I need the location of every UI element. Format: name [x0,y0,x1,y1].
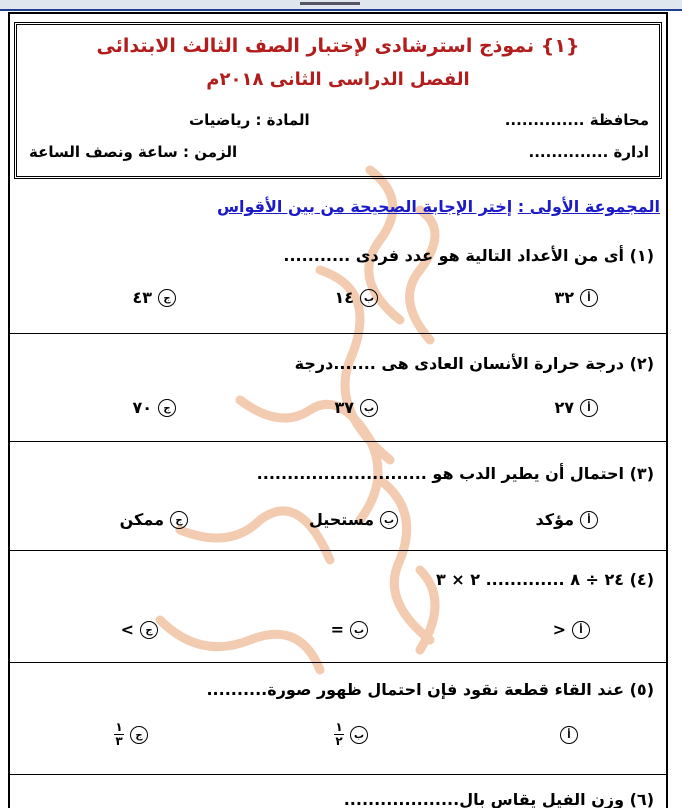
letter-b-icon: ب [360,289,378,307]
option-b[interactable] [334,288,378,307]
separator [10,441,666,442]
option-a[interactable] [554,288,598,307]
separator [10,662,666,663]
question-4 [8,558,668,658]
exam-subtitle: الفصل الدراسى الثانى ٢٠١٨م [206,69,470,90]
option-value: ٣٢ [554,288,574,307]
option-b[interactable] [334,722,368,747]
question-text: (١) أى من الأعداد التالية هو عدد فردى ........... [283,246,654,265]
separator [10,774,666,775]
question-text: (٣) احتمال أن يطير الدب هو ............................ [256,464,654,483]
header-row-1 [29,111,649,129]
letter-a-icon: أ [580,511,598,529]
group-title: المجموعة الأولى : [517,197,660,216]
exam-header [14,22,662,179]
question-6 [8,782,668,808]
subject-label: المادة : رياضيات [189,111,310,129]
letter-a-icon: أ [580,399,598,417]
letter-c-icon: ج [130,726,148,744]
letter-c-icon: ج [170,511,188,529]
letter-b-icon: ب [350,621,368,639]
option-value: = [330,620,344,639]
option-a[interactable] [554,726,578,744]
letter-a-icon: أ [572,621,590,639]
option-c[interactable] [114,722,148,747]
option-a[interactable] [554,398,598,417]
question-1 [8,240,668,330]
letter-c-icon: ج [158,399,176,417]
option-c[interactable] [132,288,176,307]
time-label: الزمن : ساعة ونصف الساعة [29,143,238,161]
letter-b-icon: ب [380,511,398,529]
top-strip [0,0,682,11]
question-text: (٦) وزن الفيل يقاس بال................... [343,790,654,808]
option-value: مؤكد [535,510,574,529]
numerator: ١ [335,720,343,734]
option-value: ٢٧ [554,398,574,417]
letter-c-icon: ج [140,621,158,639]
letter-b-icon: ب [360,399,378,417]
option-a[interactable] [536,510,598,529]
numerator: ١ [115,720,123,734]
letter-a-icon: أ [560,726,578,744]
option-value: ممكن [119,510,164,529]
option-c[interactable] [121,620,158,639]
option-value: ١٤ [334,288,354,307]
question-text: (٤) ٢٤ ÷ ٨ ............. ٢ × ٣ [435,570,654,589]
header-row-2 [29,143,649,161]
option-c[interactable] [120,510,188,529]
question-2 [8,340,668,430]
question-3 [8,450,668,540]
option-value: مستحيل [308,510,374,529]
group-instruction: إختر الإجابة الصحيحة من بين الأقواس [216,197,513,216]
question-text: (٥) عند القاء قطعة نقود فإن احتمال ظهور صورة.......... [206,680,654,699]
option-b[interactable] [309,510,398,529]
option-value: < [552,620,566,639]
option-c[interactable] [132,398,176,417]
option-value: ٤٣ [132,288,152,307]
fraction-half [334,722,344,747]
option-value: ٧٠ [132,398,152,417]
option-b[interactable] [334,398,378,417]
group-heading [217,197,660,216]
denominator: ٣ [115,734,123,748]
question-5 [8,670,668,770]
separator [10,550,666,551]
administration-field: ادارة .............. [528,143,649,161]
option-value: ٣٧ [334,398,354,417]
governorate-field: محافظة .............. [504,111,649,129]
denominator: ٢ [335,734,343,748]
letter-b-icon: ب [350,726,368,744]
question-text: (٢) درجة حرارة الأنسان العادى هى .......درجة [294,354,654,373]
letter-c-icon: ج [158,289,176,307]
exam-title: {١} نموذج استرشادى لإختبار الصف الثالث الابتدائى [96,35,580,57]
fraction-third [114,722,124,747]
letter-a-icon: أ [580,289,598,307]
option-value: > [120,620,134,639]
separator [10,333,666,334]
option-a[interactable] [553,620,590,639]
option-b[interactable] [331,620,368,639]
